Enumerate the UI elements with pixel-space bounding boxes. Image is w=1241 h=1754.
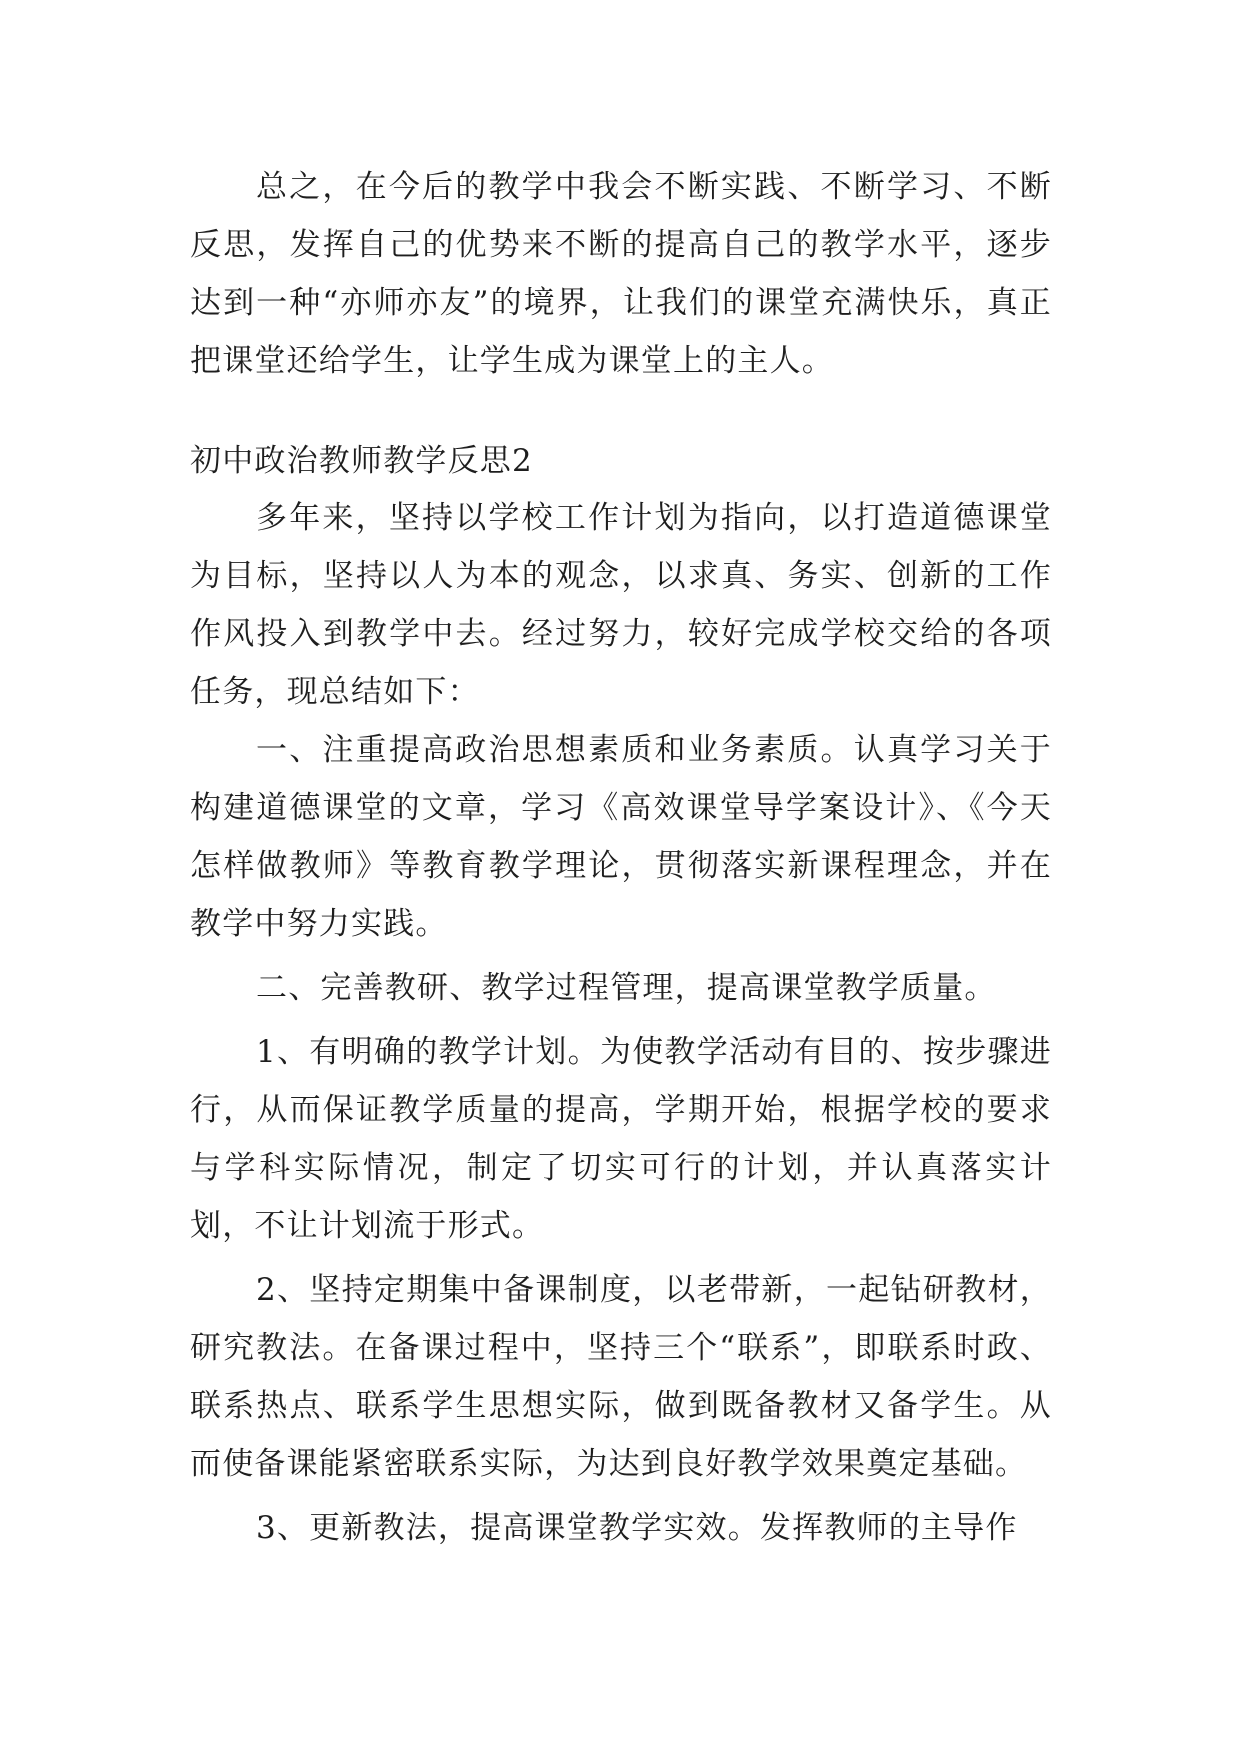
paragraph-item-3: 3、更新教法，提高课堂教学实效。发挥教师的主导作 — [256, 1510, 1018, 1546]
paragraph-point-one: 一、注重提高政治思想素质和业务素质。认真学习关于构建道德课堂的文章，学习《高效课堂导学案设计》、《今天怎样做教师》等教育教学理论，贯彻落实新课程理念，并在教学中努力实践。 — [190, 732, 1052, 942]
section-title: 初中政治教师教学反思2 — [190, 443, 533, 479]
paragraph-point-two: 二、完善教研、教学过程管理，提高课堂教学质量。 — [256, 970, 997, 1006]
intro-paragraph: 总之，在今后的教学中我会不断实践、不断学习、不断反思，发挥自己的优势来不断的提高自己的教学水平，逐步达到一种“亦师亦友”的境界，让我们的课堂充满快乐，真正把课堂还给学生，让学生成为课堂上的主人。 — [190, 169, 1052, 379]
paragraph-overview: 多年来，坚持以学校工作计划为指向，以打造道德课堂为目标，坚持以人为本的观念，以求真、务实、创新的工作作风投入到教学中去。经过努力，较好完成学校交给的各项任务，现总结如下： — [190, 500, 1052, 710]
paragraph-item-2: 2、坚持定期集中备课制度，以老带新，一起钻研教材，研究教法。在备课过程中，坚持三个“联系”，即联系时政、联系热点、联系学生思想实际，做到既备教材又备学生。从而使备课能紧密联系实际，为达到良好教学效果奠定基础。 — [190, 1272, 1052, 1482]
document-page — [190, 158, 1052, 1557]
paragraph-item-1: 1、有明确的教学计划。为使教学活动有目的、按步骤进行，从而保证教学质量的提高，学期开始，根据学校的要求与学科实际情况，制定了切实可行的计划，并认真落实计划，不让计划流于形式。 — [190, 1034, 1052, 1244]
